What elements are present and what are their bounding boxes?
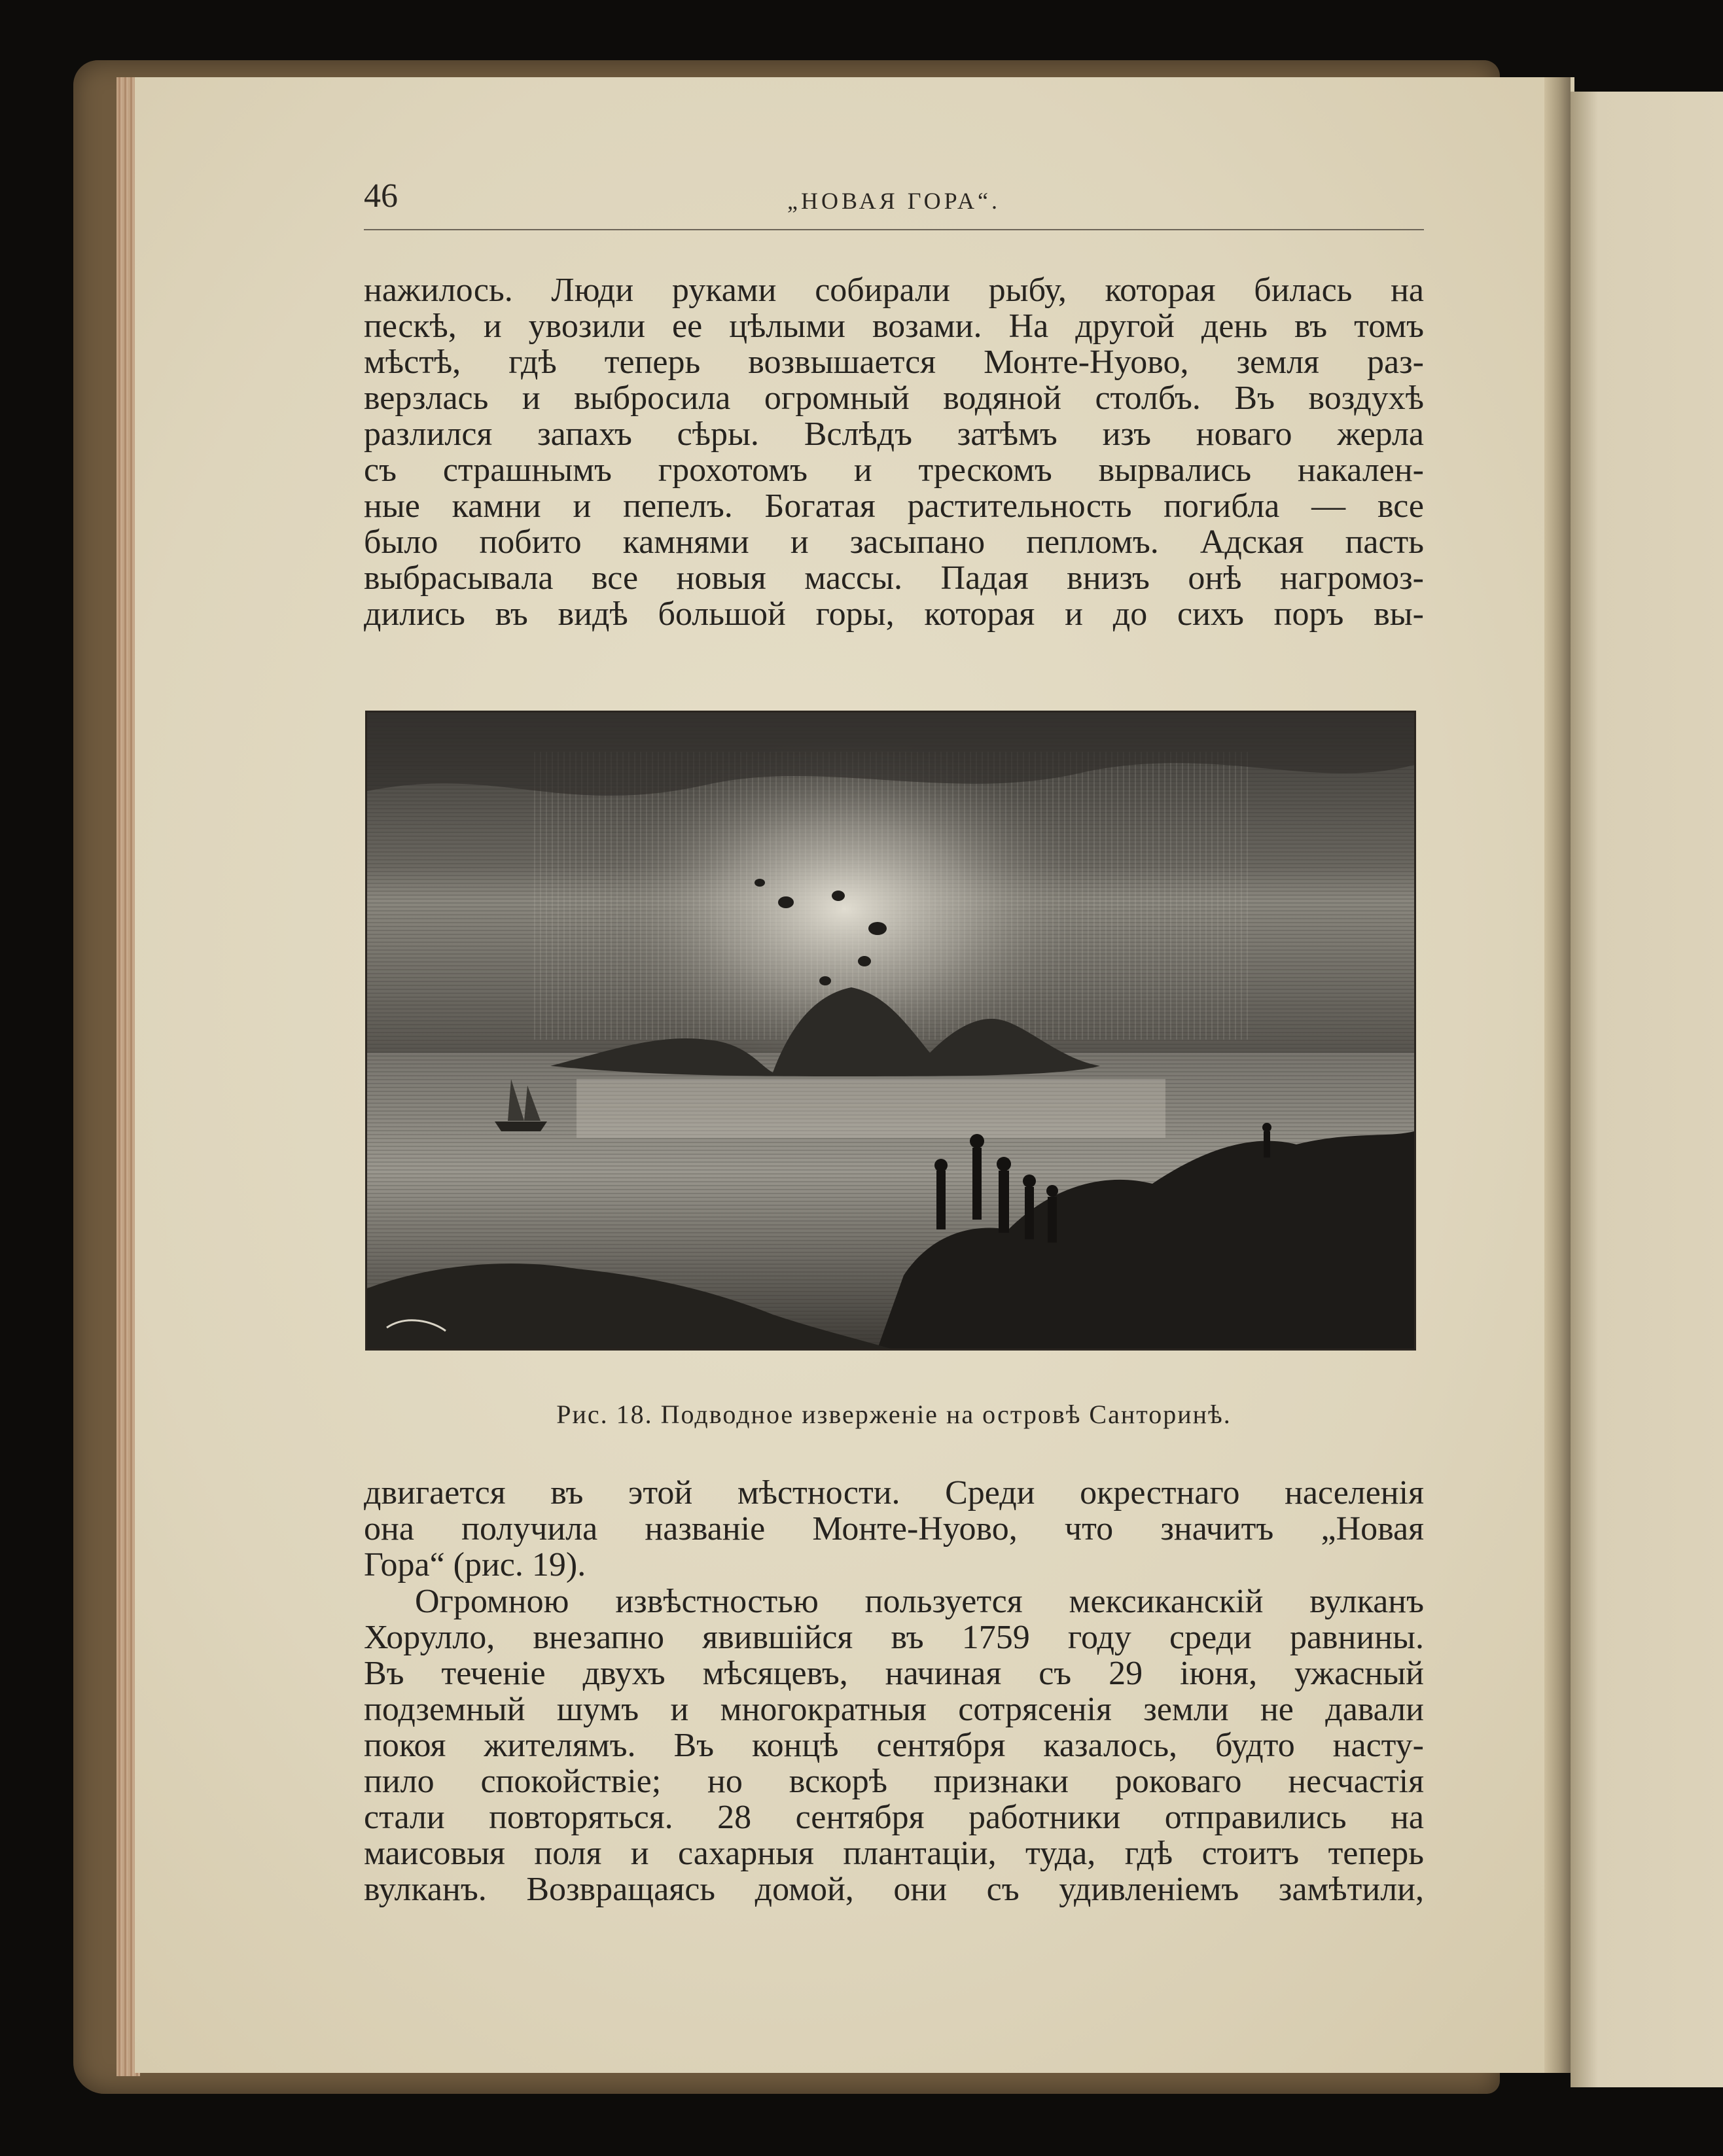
running-title: „НОВАЯ ГОРА“. [787, 188, 1001, 214]
ash-rain [531, 752, 1251, 1040]
page-header [364, 177, 1424, 230]
facing-page [1571, 92, 1723, 2087]
text-line: было побито камнями и засыпано пепломъ. Адская пасть [364, 523, 1424, 561]
paragraph-1 [364, 272, 1424, 632]
text-line: разлился запахъ сѣры. Вслѣдъ затѣмъ изъ новаго жерла [364, 415, 1424, 453]
text-line: двигается въ этой мѣстности. Среди окрестнаго населенія [364, 1474, 1424, 1511]
text-line: Хорулло, внезапно явившійся въ 1759 году среди равнины. [364, 1619, 1424, 1656]
text-line: Въ теченіе двухъ мѣсяцевъ, начиная съ 29 іюня, ужасный [364, 1655, 1424, 1692]
text-line: Огромною извѣстностью пользуется мексиканскій вулканъ [415, 1583, 1424, 1620]
text-line: подземный шумъ и многократныя сотрясенія земли не давали [364, 1691, 1424, 1728]
text-line: пило спокойствіе; но вскорѣ признаки роковаго несчастія [364, 1763, 1424, 1800]
text-line: дились въ видѣ большой горы, которая и до сихъ поръ вы- [364, 595, 1424, 633]
text-line: съ страшнымъ грохотомъ и трескомъ вырвались накален- [364, 451, 1424, 489]
paragraph-2 [364, 1475, 1424, 1583]
text-line: выбрасывала все новыя массы. Падая внизъ онѣ нагромоз- [364, 559, 1424, 597]
text-line: Гора“ (рис. 19). [364, 1546, 586, 1583]
water-reflection [577, 1079, 1165, 1138]
text-line: вулканъ. Возвращаясь домой, они съ удивленіемъ замѣтили, [364, 1871, 1424, 1908]
figure-caption: Рис. 18. Подводное изверженіе на островѣ Санторинѣ. [556, 1400, 1232, 1429]
paragraph-3 [364, 1583, 1424, 1907]
text-line: нажилось. Люди руками собирали рыбу, которая билась на [364, 272, 1424, 309]
book-gutter [1544, 77, 1571, 2073]
engraving-illustration [365, 711, 1416, 1351]
text-line: мѣстѣ, гдѣ теперь возвышается Монте-Нуово, земля раз- [364, 344, 1424, 381]
text-line: пескѣ, и увозили ее цѣлыми возами. На другой день въ томъ [364, 308, 1424, 345]
text-line: покоя жителямъ. Въ концѣ сентября казалось, будто насту- [364, 1727, 1424, 1764]
text-line: ные камни и пепелъ. Богатая растительность погибла — все [364, 487, 1424, 525]
text-line: стали повторяться. 28 сентября работники отправились на [364, 1799, 1424, 1836]
text-line: она получила названіе Монте-Нуово, что значитъ „Новая [364, 1510, 1424, 1547]
text-line: маисовыя поля и сахарныя плантаціи, туда, гдѣ стоитъ теперь [364, 1835, 1424, 1872]
page-number: 46 [364, 177, 398, 215]
text-line: верзлась и выбросила огромный водяной столбъ. Въ воздухѣ [364, 380, 1424, 417]
